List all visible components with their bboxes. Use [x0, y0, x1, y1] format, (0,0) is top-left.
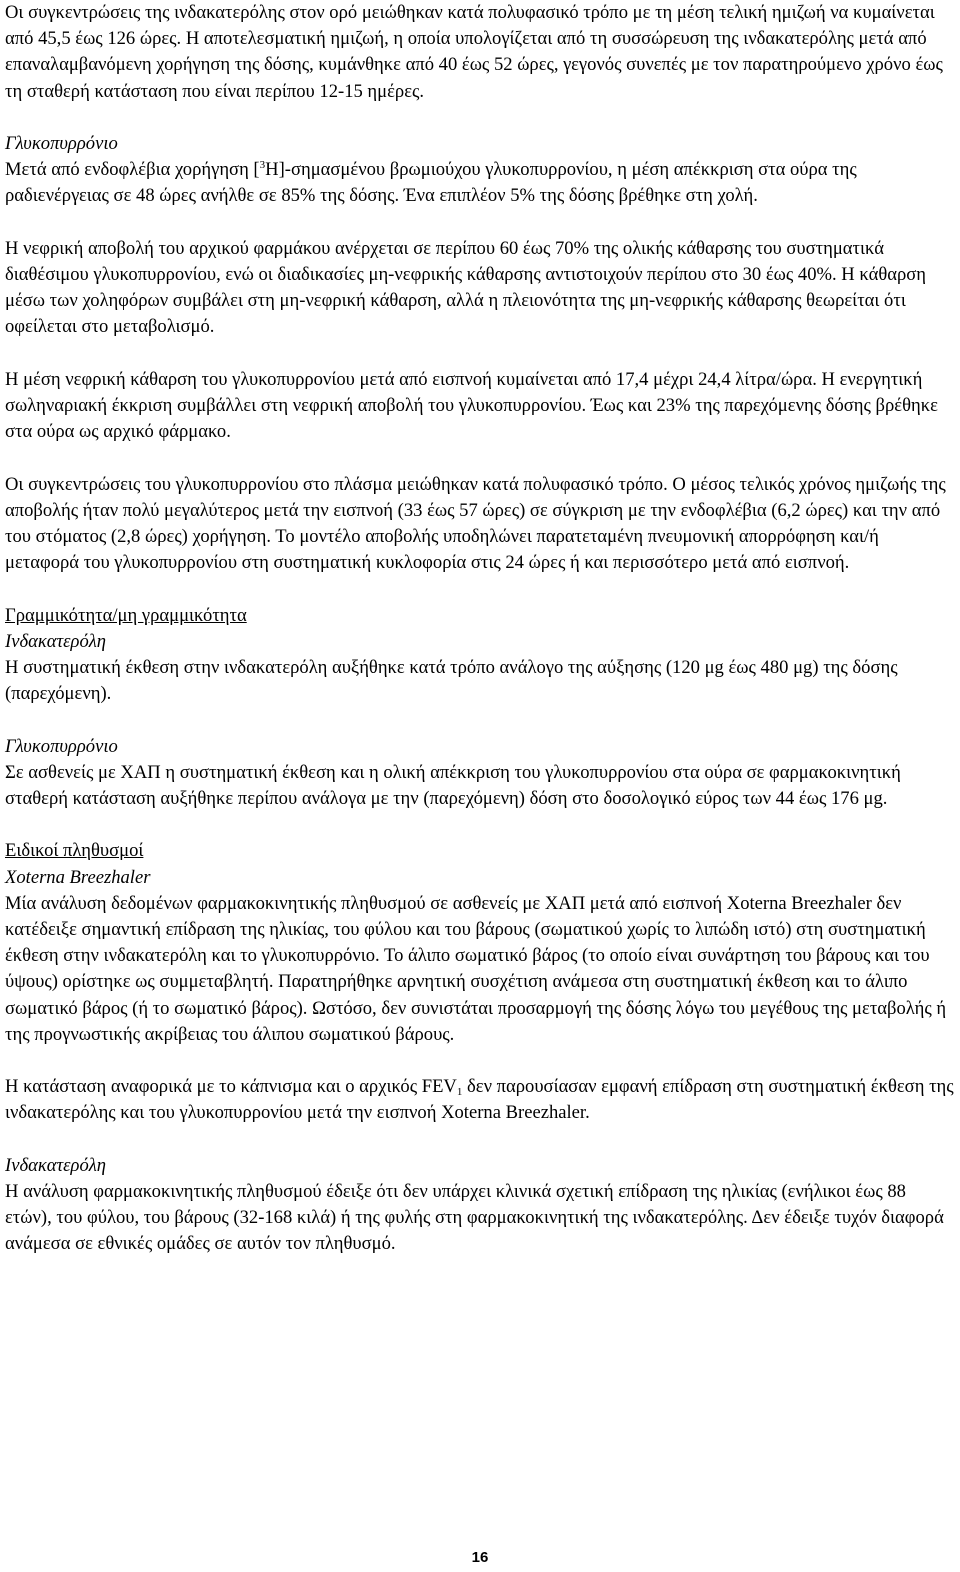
iv-text-start: Μετά από ενδοφλέβια χορήγηση [ [5, 159, 260, 181]
indacaterol-subheading-2: Ινδακατερόλη [5, 1154, 107, 1176]
special-populations-heading: Ειδικοί πληθυσμοί [5, 840, 144, 862]
glycopyrronium-iv-paragraph [5, 157, 957, 209]
plasma-concentration-paragraph: Οι συγκεντρώσεις του γλυκοπυρρονίου στο πλάσμα μειώθηκαν κατά πολυφασικό τρόπο. Ο μέσος τελικός χρόνος ημιζωής της αποβολής ήταν πολύ μεγαλύτερος μετά την εισπνοή (33 έως 57 ώρες) σε σύγκριση με την ενδοφλέβια (6,2 ώρες) και την από του στόματος (2,8 ώρες) χορήγηση. Το μοντέλο αποβολής υποδηλώνει παρατεταμένη πνευμονική απορρόφηση και/ή μεταφορά του γλυκοπυρρονίου στη συστηματική κυκλοφορία στις 24 ώρες ή και περισσότερο μετά από εισπνοή. [5, 473, 946, 574]
document-page [5, 0, 957, 1258]
glycopyrronium-subheading-1: Γλυκοπυρρόνιο [5, 133, 118, 154]
renal-clearance-paragraph: Η μέση νεφρική κάθαρση του γλυκοπυρρονίου μετά από εισπνοή κυμαίνεται από 17,4 μέχρι 24,4 λίτρα/ώρα. Η ενεργητική σωληναριακή έκκριση συμβάλλει στη νεφρική αποβολή του γλυκοπυρρονίου. Έως και 23% της παρεχόμενης δόσης βρέθηκε στα ούρα ως αρχικό φάρμακο. [5, 368, 938, 443]
isotope-superscript: 3 [259, 159, 266, 172]
indacaterol-population-paragraph: Η ανάλυση φαρμακοκινητικής πληθυσμού έδειξε ότι δεν υπάρχει κλινικά σχετική επίδραση της ηλικίας (ενήλικοι έως 88 ετών), του φύλου, του βάρους (32-168 κιλά) ή της φυλής στη φαρμακοκινητική της ινδακατερόλης. Δεν έδειξε τυχόν διαφορά ανάμεσα σε εθνικές ομάδες σε αυτόν τον πληθυσμό. [5, 1181, 944, 1255]
fev-subscript: 1 [456, 1086, 463, 1099]
smoking-text-end: δεν παρουσίασαν εμφανή επίδραση στη συστηματική έκθεση της ινδακατερόλης και του γλυκοπυρρονίου μετά την εισπνοή Xoterna Breezhaler. [5, 1076, 954, 1124]
indacaterol-elimination-paragraph: Οι συγκεντρώσεις της ινδακατερόλης στον ορό μειώθηκαν κατά πολυφασικό τρόπο με τη μέση τελική ημιζωή να κυμαίνεται από 45,5 έως 126 ώρες. Η αποτελεσματική ημιζωή, η οποία υπολογίζεται από τη συσσώρευση της ινδακατερόλης μετά από επαναλαμβανόμενη χορήγηση της δόσης, κυμάνθηκε από 40 έως 52 ώρες, γεγονός συνεπές με τον παρατηρούμενο χρόνο έως τη σταθερή κατάσταση που είναι περίπου 12-15 ημέρες. [5, 2, 943, 102]
indacaterol-subheading-1: Ινδακατερόλη [5, 630, 107, 652]
renal-elimination-paragraph: Η νεφρική αποβολή του αρχικού φαρμάκου ανέρχεται σε περίπου 60 έως 70% της ολικής κάθαρσης του συστηματικά διαθέσιμου γλυκοπυρρονίου, ενώ οι διαδικασίες μη-νεφρικής κάθαρσης αντιστοιχούν περίπου στο 30 έως 40%. Η κάθαρση μέσω των χοληφόρων συμβάλει στη μη-νεφρική κάθαρση, αλλά η πλειονότητα της μη-νεφρικής κάθαρσης θεωρείται ότι οφείλεται στο μεταβολισμό. [5, 237, 926, 338]
linearity-heading: Γραμμικότητα/μη γραμμικότητα [5, 604, 247, 626]
smoking-text-start: Η κατάσταση αναφορικά με το κάπνισμα και ο αρχικός FEV [5, 1076, 457, 1098]
smoking-fev-paragraph [5, 1074, 957, 1126]
iv-text-end: H]-σημασμένου βρωμιούχου γλυκοπυρρονίου, η μέση απέκκριση στα ούρα της ραδιενέργειας σε 48 ώρες ανήλθε σε 85% της δόσης. Ένα επιπλέον 5% της δόσης βρέθηκε στη χολή. [5, 159, 857, 207]
page-number: 16 [471, 1549, 489, 1566]
xoterna-subheading: Xoterna Breezhaler [5, 866, 151, 888]
indacaterol-linearity-paragraph: Η συστηματική έκθεση στην ινδακατερόλη αυξήθηκε κατά τρόπο ανάλογο της αύξησης (120 μg έως 480 μg) της δόσης (παρεχόμενη). [5, 657, 898, 705]
glycopyrronium-subheading-2: Γλυκοπυρρόνιο [5, 735, 118, 757]
population-analysis-paragraph: Μία ανάλυση δεδομένων φαρμακοκινητικής πληθυσμού σε ασθενείς με ΧΑΠ μετά από εισπνοή Xoterna Breezhaler δεν κατέδειξε σημαντική επίδραση της ηλικίας, του φύλου και του βάρους (σωματικού χωρίς το λιπώδη ιστό) στη συστηματική έκθεση στην ινδακατερόλη και το γλυκοπυρρόνιο. Το άλιπο σωματικό βάρος (το οποίο είναι συνάρτηση του βάρους και του ύψους) ορίστηκε ως συμμεταβλητή. Παρατηρήθηκε αρνητική συσχέτιση ανάμεσα στη συστηματική έκθεση και το άλιπο σωματικό βάρος (ή το σωματικό βάρος). Ωστόσο, δεν συνιστάται προσαρμογή της δόσης λόγω του μεγέθους της μεταβολής ή της προγνωστικής ακρίβειας του άλιπου σωματικού βάρους. [5, 892, 947, 1045]
glycopyrronium-linearity-paragraph: Σε ασθενείς με ΧΑΠ η συστηματική έκθεση και η ολική απέκκριση του γλυκοπυρρονίου στα ούρα σε φαρμακοκινητική σταθερή κατάσταση αυξήθηκε περίπου ανάλογα με την (παρεχόμενη) δόση στο δοσολογικό εύρος των 44 έως 176 μg. [5, 761, 901, 809]
